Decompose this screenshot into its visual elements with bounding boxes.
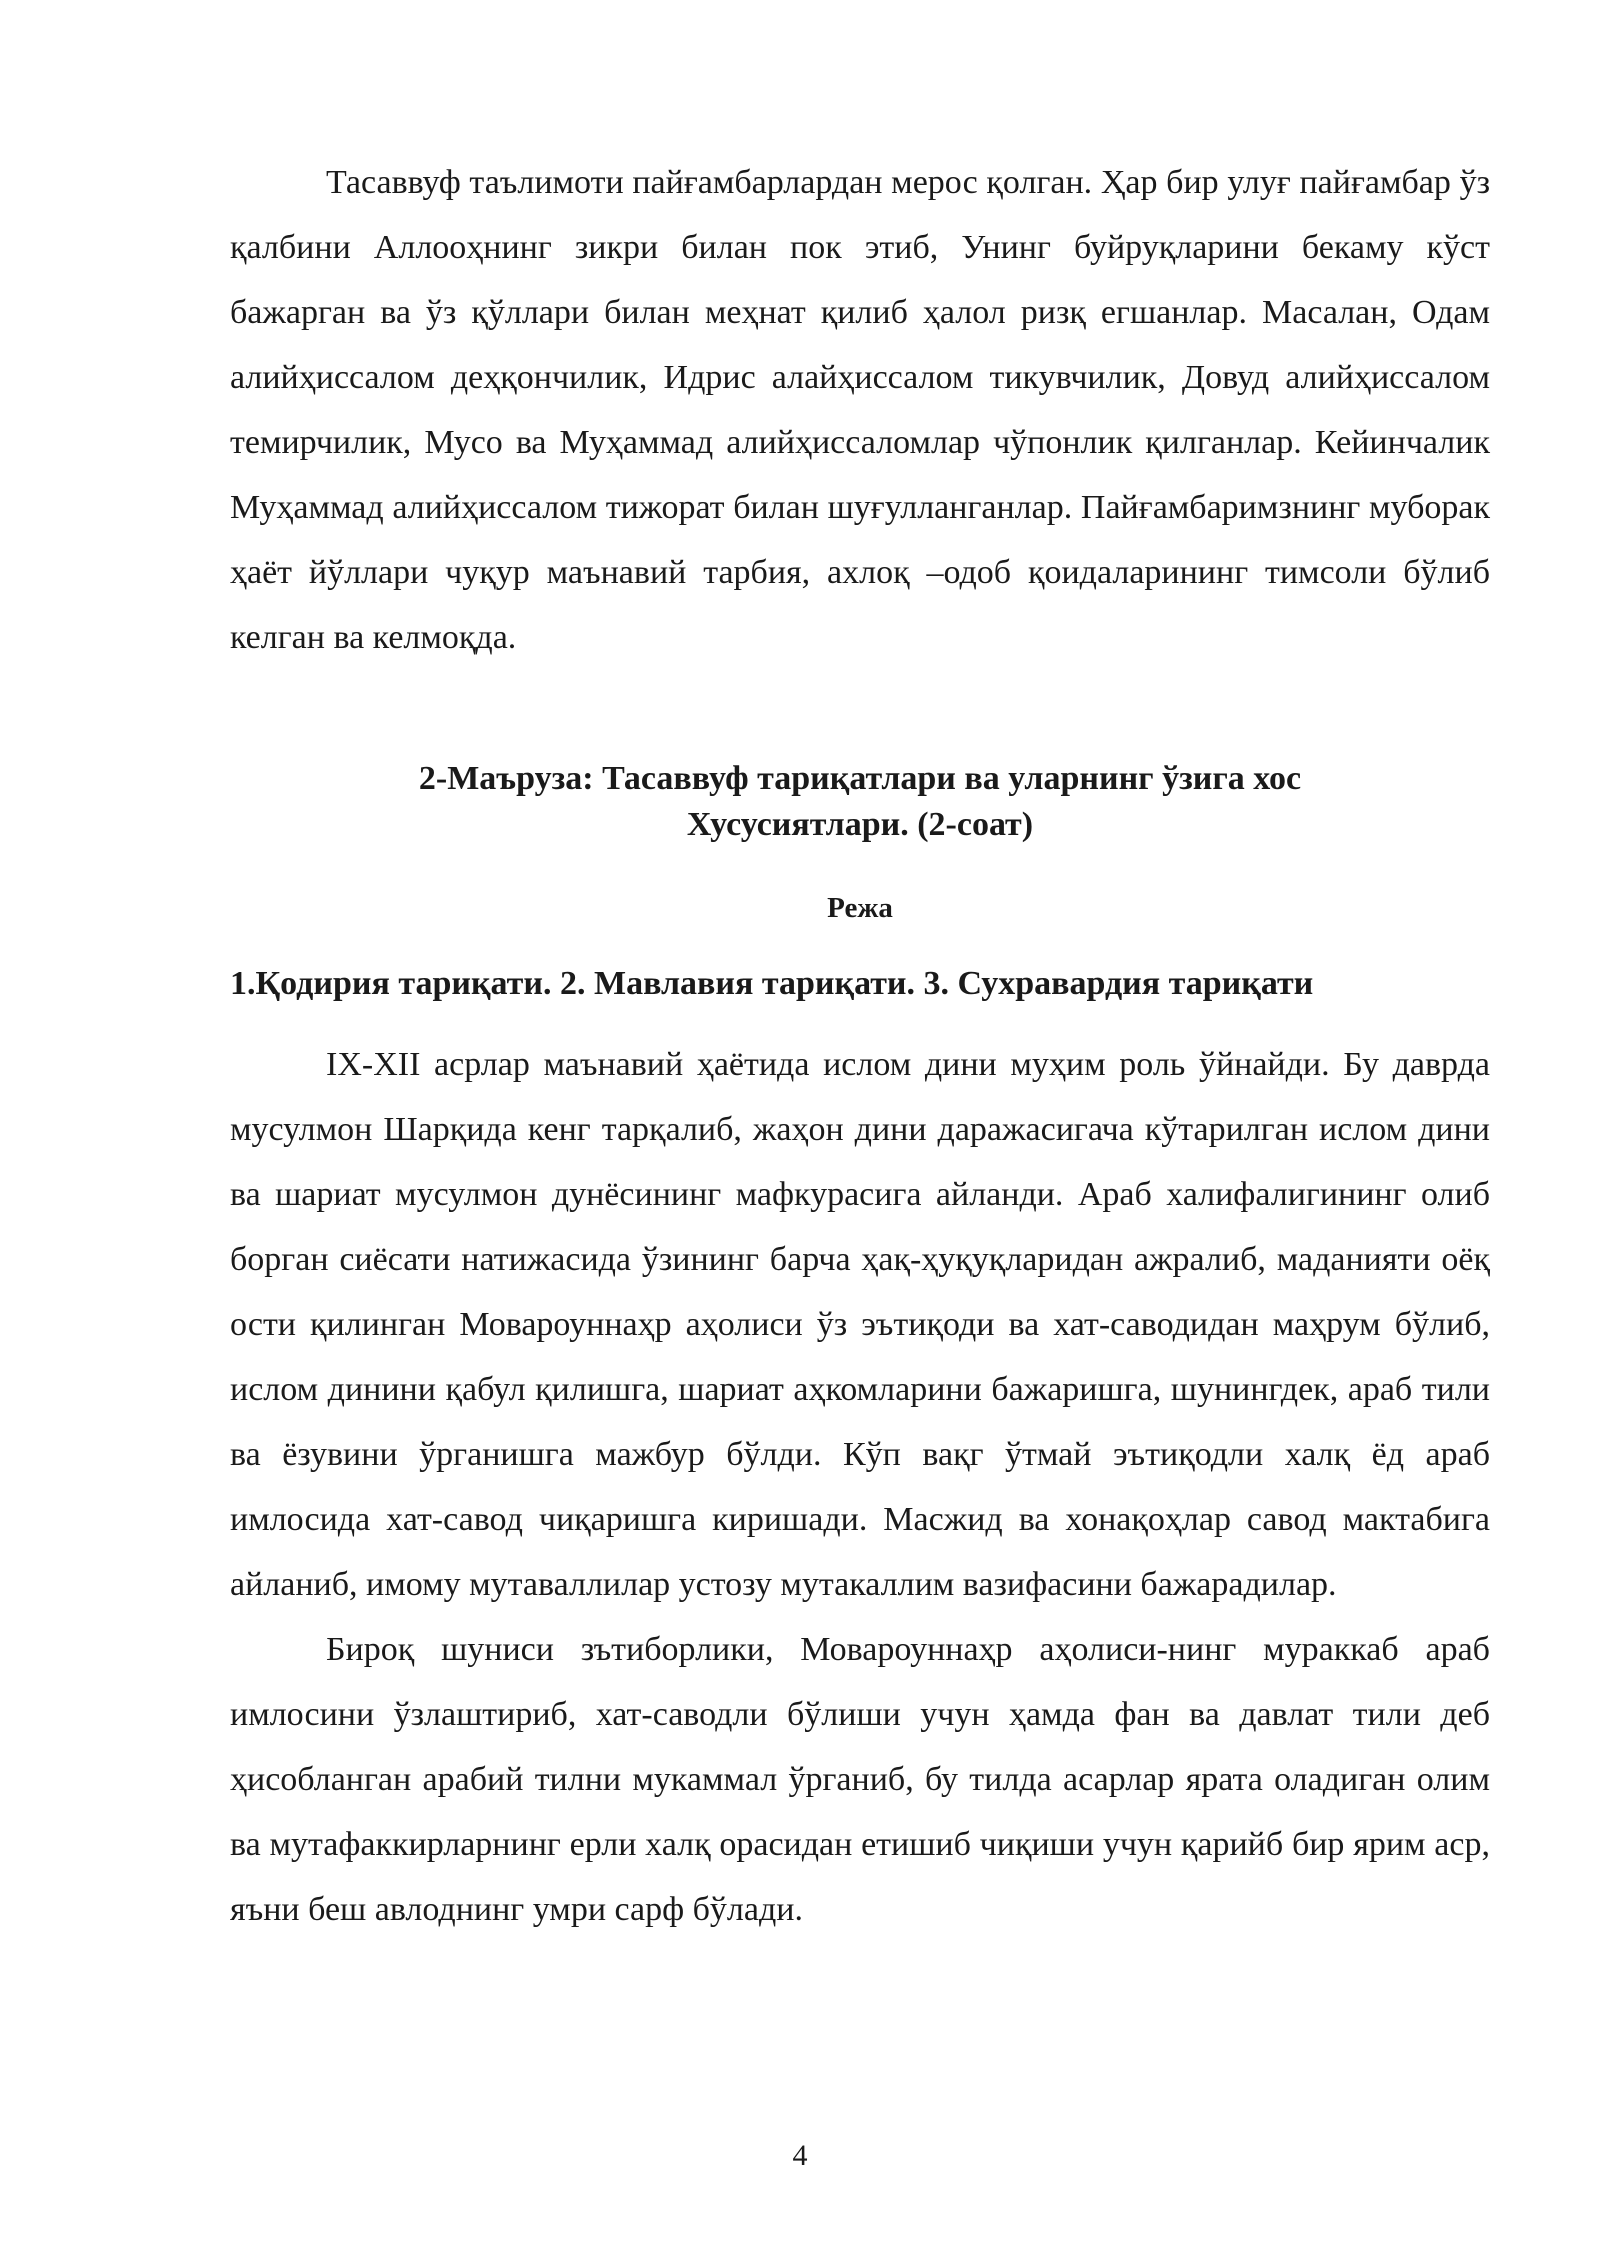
lecture-title [230, 756, 1490, 848]
lecture-title-line-2: Хусусиятлари. (2-соат) [686, 806, 1034, 843]
lecture-title-line-1: 2-Маъруза: Тасаввуф тариқатлари ва уларнинг ўзига хос [418, 760, 1302, 797]
plan-items: 1.Қодирия тариқати. 2. Мавлавия тариқати. 3. Сухравардия тариқати [230, 965, 1314, 1002]
document-page [230, 140, 1490, 1942]
intro-paragraph: Тасаввуф таълимоти пайғамбарлардан мерос қолган. Ҳар бир улуғ пайғамбар ўз қалбини Аллооҳнинг зикри билан пок этиб, Унинг буйруқларини бекаму кўст бажарган ва ўз қўллари билан меҳнат қилиб ҳалол ризқ егшанлар. Масалан, Одам алийҳиссалом деҳқончилик, Идрис алайҳиссалом тикувчилик, Довуд алийҳиссалом темирчилик, Мусо ва Муҳаммад алийҳиссаломлар чўпонлик қилганлар. Кейинчалик Муҳаммад алийҳиссалом тижорат билан шуғулланганлар. Пайғамбаримзнинг муборак ҳаёт йўллари чуқур маънавий тарбия, ахлоқ –одоб қоидаларининг тимсоли бўлиб келган ва келмоқда. [230, 164, 1490, 656]
body-paragraph-2: Бироқ шуниси зътиборлики, Мовароуннаҳр аҳолиси-нинг мураккаб араб имлосини ўзлаштириб, хат-саводли бўлиши учун ҳамда фан ва давлат тили деб ҳисобланган арабий тилни мукаммал ўрганиб, бу тилда асарлар ярата оладиган олим ва мутафаккирларнинг ерли халқ орасидан етишиб чиқиши учун қарийб бир ярим аср, яъни беш авлоднинг умри сарф бўлади. [230, 1631, 1490, 1928]
page-number: 4 [792, 2139, 808, 2172]
plan-heading: Режа [827, 892, 893, 924]
body-paragraph-1: IX-XII асрлар маънавий ҳаётида ислом дини муҳим роль ўйнайди. Бу даврда мусулмон Шарқида кенг тарқалиб, жаҳон дини даражасигача кўтарилган ислом дини ва шариат мусулмон дунёсининг мафкурасига айланди. Араб халифалигининг олиб борган сиёсати натижасида ўзининг барча ҳақ-ҳуқуқларидан ажралиб, маданияти оёқ ости қилинган Мовароуннаҳр аҳолиси ўз эътиқоди ва хат-саводидан маҳрум бўлиб, ислом динини қабул қилишга, шариат аҳкомларини бажаришга, шунингдек, араб тили ва ёзувини ўрганишга мажбур бўлди. Кўп вақг ўтмай эътиқодли халқ ёд араб имлосида хат-савод чиқаришга киришади. Масжид ва хонақоҳлар савод мактабига айланиб, имому мутаваллилар устозу мутакаллим вазифасини бажарадилар. [230, 1046, 1490, 1603]
